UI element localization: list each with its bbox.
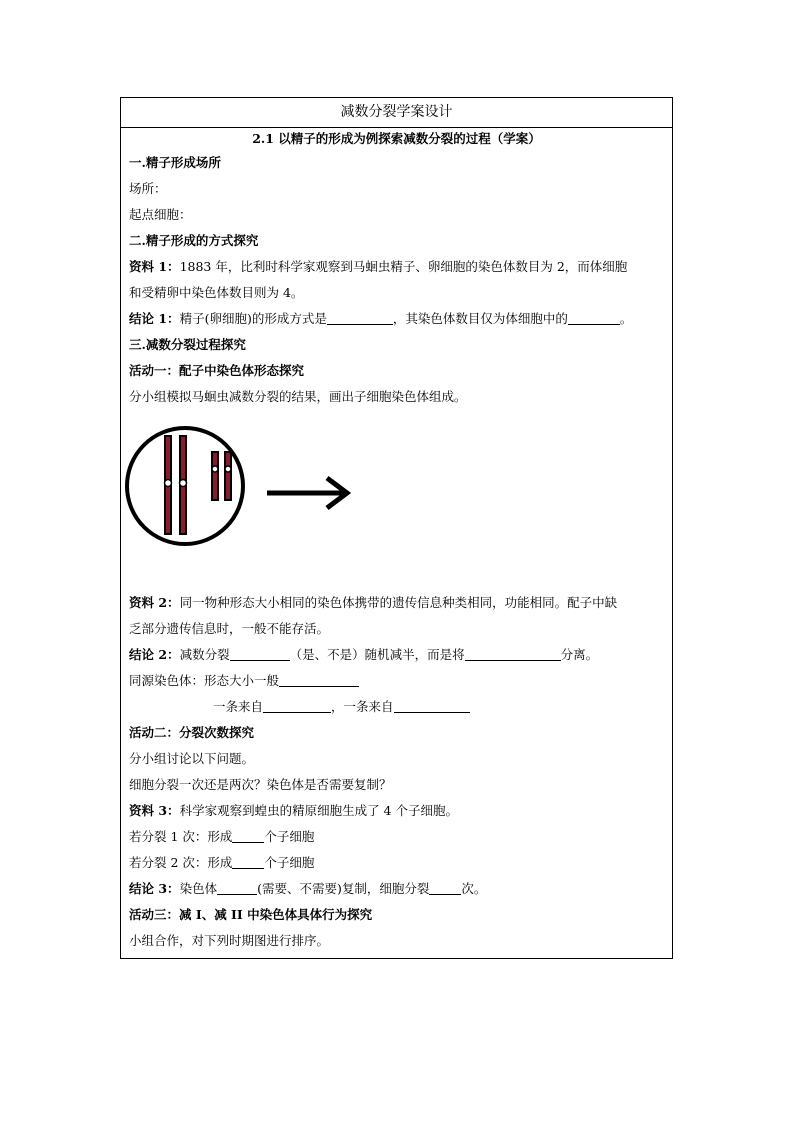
material1-cont: 和受精卵中染色体数目则为 4。 xyxy=(129,285,304,300)
blank-once-count[interactable] xyxy=(232,828,264,843)
homolog-origin: 一条来自 ，一条来自 xyxy=(129,694,664,720)
activity3-task: 小组合作，对下列时期图进行排序。 xyxy=(129,933,330,948)
blank-separation[interactable] xyxy=(465,646,561,661)
material2-cont: 乏部分遗传信息时，一般不能存活。 xyxy=(129,621,330,636)
cell-diagram xyxy=(125,414,365,574)
worksheet-title: 减数分裂学案设计 xyxy=(121,98,672,128)
activity2-task: 分小组讨论以下问题。 xyxy=(129,751,255,766)
homolog-definition: 同源染色体：形态大小一般 xyxy=(129,668,664,694)
blank-origin-1[interactable] xyxy=(263,698,331,713)
activity3-heading: 活动三：减 I、减 II 中染色体具体行为探究 xyxy=(129,907,373,922)
blank-formation-method[interactable] xyxy=(327,310,393,325)
chromosome-figure xyxy=(129,410,664,590)
section1-heading: 一.精子形成场所 xyxy=(129,155,221,170)
activity1-heading: 活动一：配子中染色体形态探究 xyxy=(129,363,305,378)
blank-twice-count[interactable] xyxy=(232,854,264,869)
conclusion1: 结论 1：精子(卵细胞)的形成方式是 ，其染色体数目仅为体细胞中的 。 xyxy=(129,311,633,326)
blank-division-times[interactable] xyxy=(429,880,461,895)
blank-ratio[interactable] xyxy=(568,310,620,325)
material1: 资料 1：1883 年，比利时科学家观察到马蛔虫精子、卵细胞的染色体数目为 2，而体细胞 xyxy=(129,259,628,274)
conclusion2: 结论 2：减数分裂 （是、不是）随机减半，而是将 分离。 xyxy=(129,647,599,662)
arrow-icon xyxy=(267,478,347,508)
activity2-heading: 活动二：分裂次数探究 xyxy=(129,725,255,740)
material2: 资料 2：同一物种形态大小相同的染色体携带的遗传信息种类相同，功能相同。配子中缺 xyxy=(129,595,618,610)
lesson-subtitle: 2.1 以精子的形成为例探索减数分裂的过程（学案） xyxy=(252,131,541,146)
blank-replication[interactable] xyxy=(217,880,257,895)
section2-heading: 二.精子形成的方式探究 xyxy=(129,233,259,248)
blank-random-halving[interactable] xyxy=(230,646,290,661)
blank-origin-2[interactable] xyxy=(394,698,470,713)
worksheet-body xyxy=(121,128,672,954)
place-prompt: 场所： xyxy=(129,181,167,196)
if-divide-twice: 若分裂 2 次：形成 个子细胞 xyxy=(129,855,315,870)
worksheet-table xyxy=(120,97,673,959)
material3: 资料 3：科学家观察到蝗虫的精原细胞生成了 4 个子细胞。 xyxy=(129,803,458,818)
start-cell-prompt: 起点细胞： xyxy=(129,207,192,222)
if-divide-once: 若分裂 1 次：形成 个子细胞 xyxy=(129,829,315,844)
activity1-task: 分小组模拟马蛔虫减数分裂的结果，画出子细胞染色体组成。 xyxy=(129,389,467,404)
blank-homolog-shape[interactable] xyxy=(279,672,359,687)
section3-heading: 三.减数分裂过程探究 xyxy=(129,337,246,352)
activity2-question: 细胞分裂一次还是两次？染色体是否需要复制？ xyxy=(129,777,392,792)
conclusion3: 结论 3：染色体 (需要、不需要)复制，细胞分裂 次。 xyxy=(129,881,487,896)
